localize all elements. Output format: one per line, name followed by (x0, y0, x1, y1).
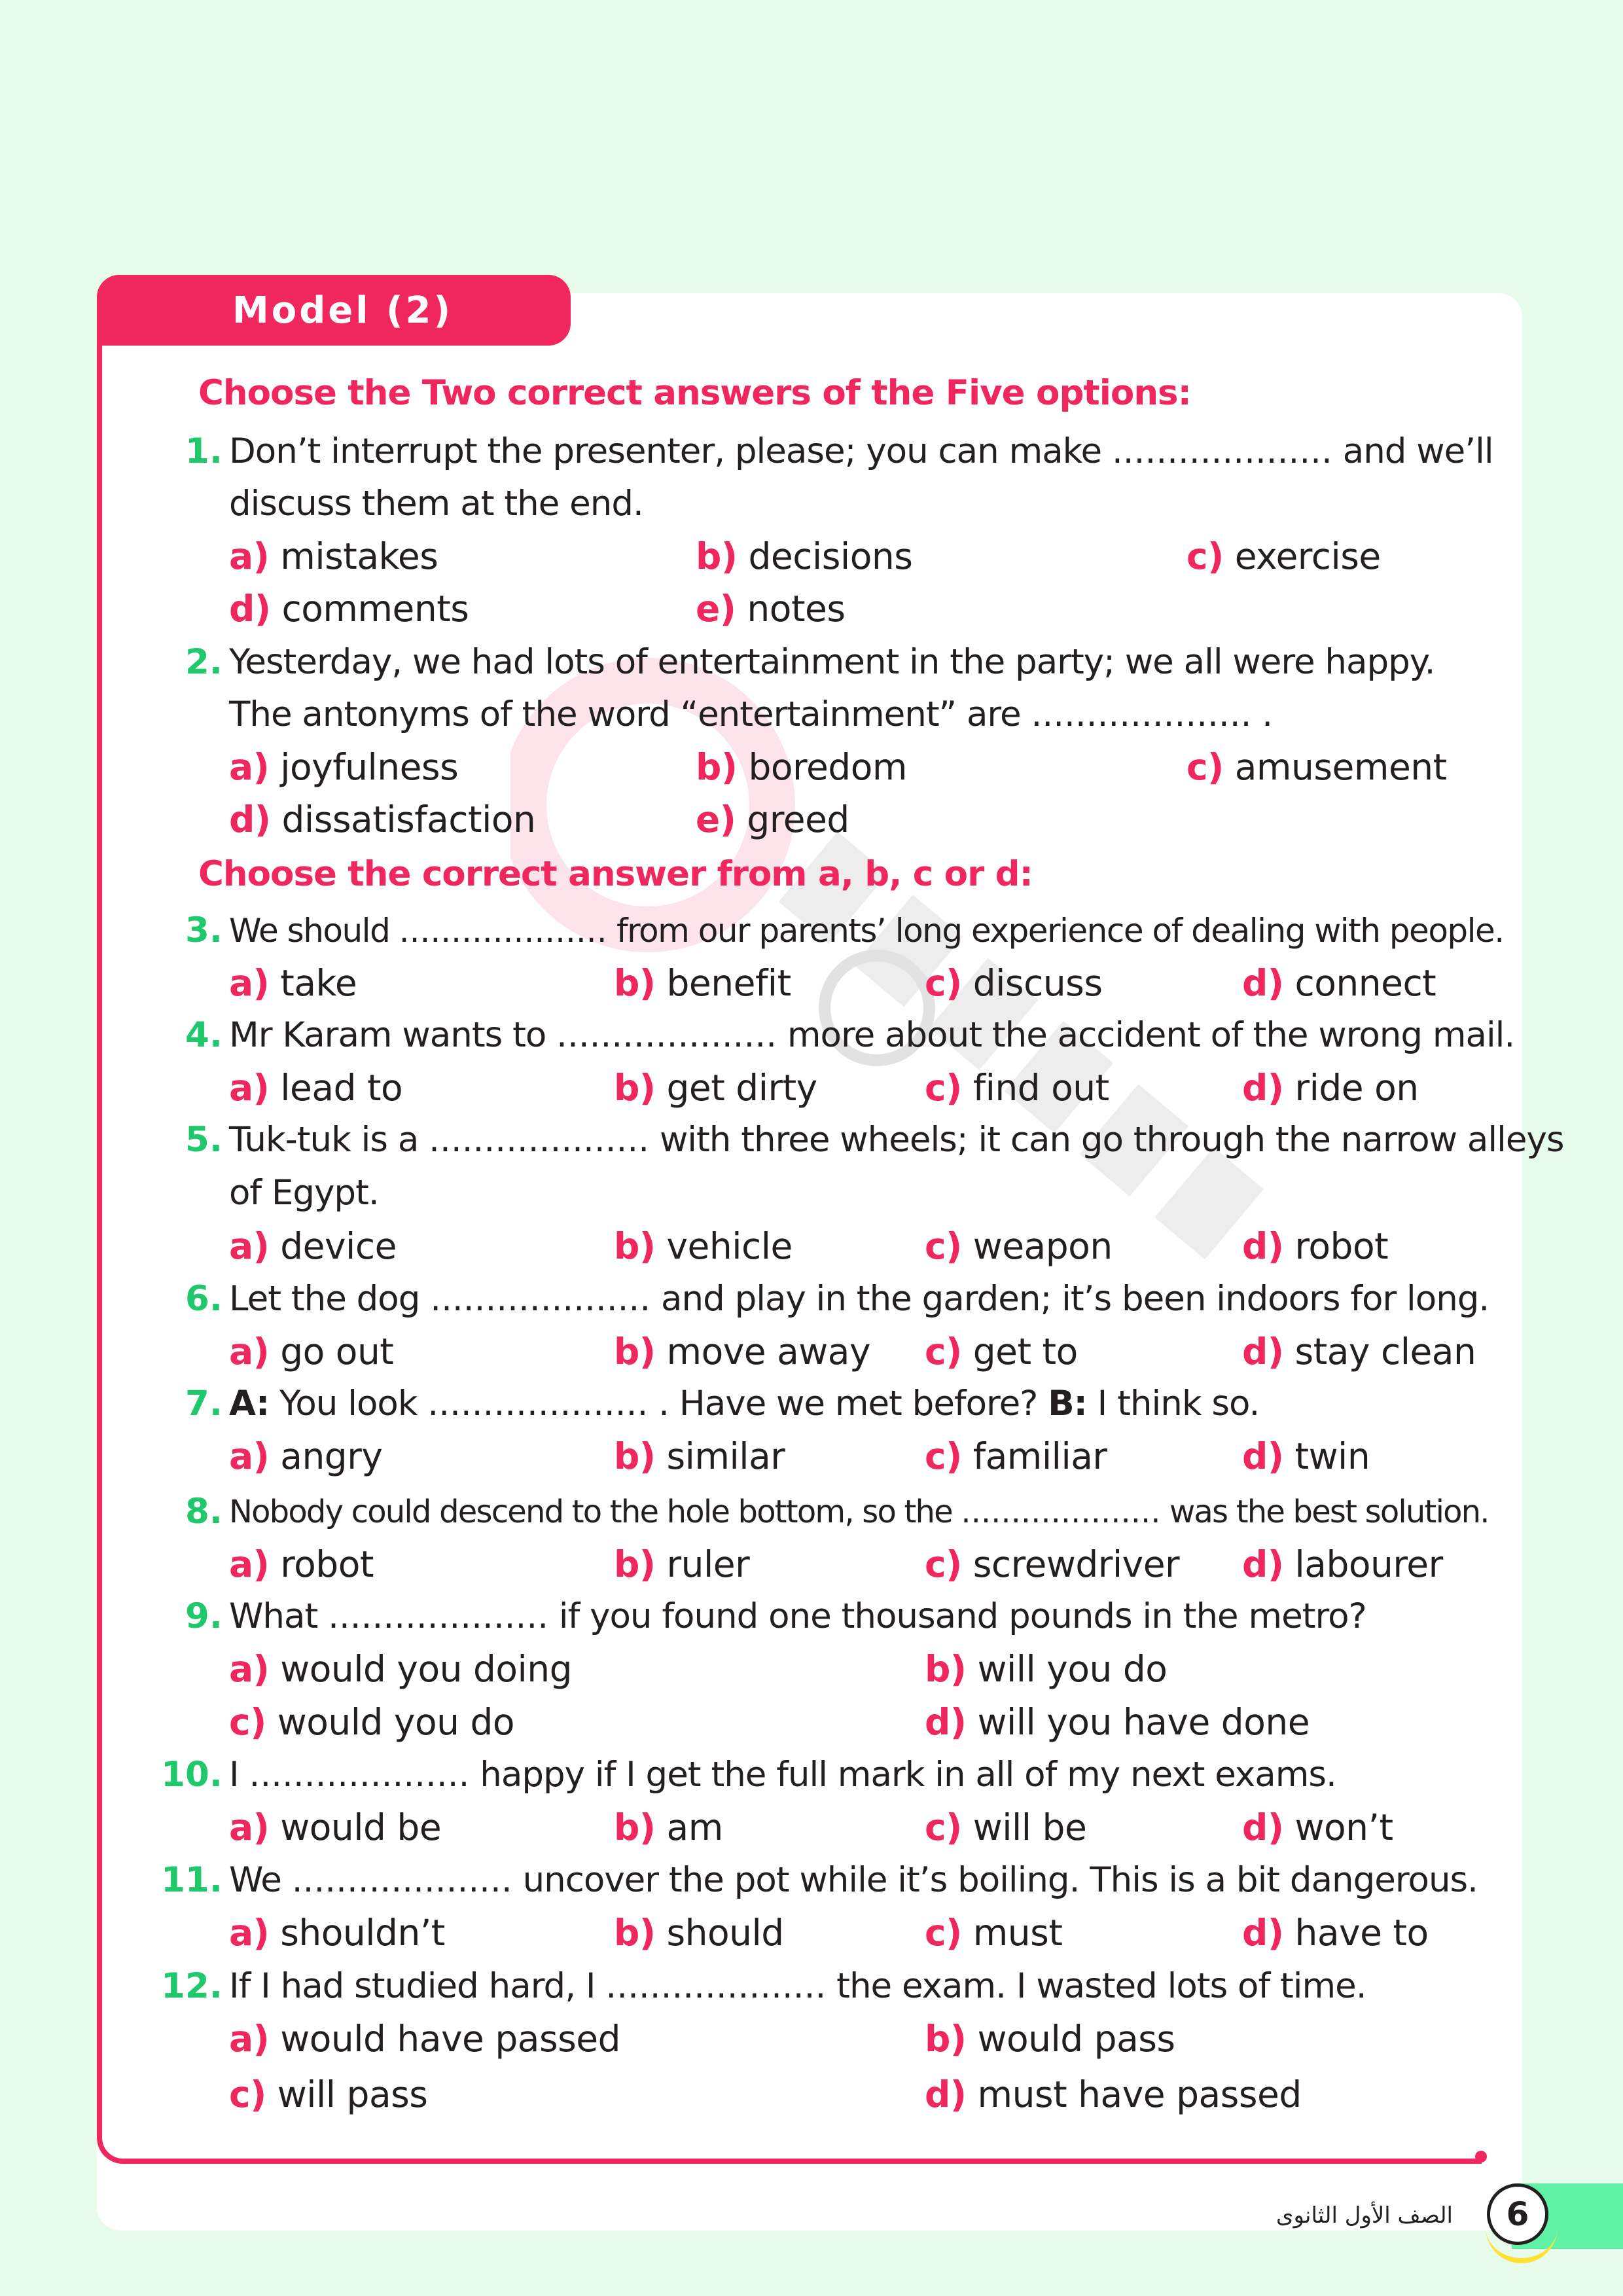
option-c[interactable]: c) will be (925, 1806, 1087, 1848)
question-text: Mr Karam wants to .................... more about the accident of the wrong mail. (229, 1015, 1515, 1055)
option-e[interactable]: e) greed (696, 798, 849, 840)
grade-label: الصف الأول الثانوى (1275, 2202, 1453, 2229)
question-text-continued: The antonyms of the word “entertainment” are .................... . (229, 694, 1273, 734)
answer-blank: .................... (427, 1384, 649, 1424)
option-b[interactable]: b) decisions (696, 535, 913, 577)
option-d[interactable]: d) will you have done (925, 1701, 1310, 1743)
option-a[interactable]: a) would be (229, 1806, 442, 1848)
option-b[interactable]: b) will you do (925, 1648, 1168, 1690)
option-a[interactable]: a) shouldn’t (229, 1912, 445, 1954)
answer-blank: .................... (291, 1860, 512, 1900)
option-d[interactable]: d) twin (1242, 1435, 1370, 1477)
question-text: Nobody could descend to the hole bottom, so the .................... was the best solution. (229, 1494, 1489, 1530)
option-d[interactable]: d) ride on (1242, 1067, 1419, 1109)
option-b[interactable]: b) boredom (696, 746, 907, 788)
option-d[interactable]: d) labourer (1242, 1543, 1443, 1585)
question-text: Yesterday, we had lots of entertainment in the party; we all were happy. (229, 642, 1435, 682)
option-a[interactable]: a) angry (229, 1435, 383, 1477)
question-text: We .................... uncover the pot while it’s boiling. This is a bit dangerous. (229, 1860, 1478, 1900)
option-c[interactable]: c) exercise (1186, 535, 1381, 577)
answer-blank: .................... (1111, 431, 1332, 471)
answer-blank: .................... (399, 912, 607, 950)
option-b[interactable]: b) should (614, 1912, 784, 1954)
option-a[interactable]: a) would you doing (229, 1648, 573, 1690)
option-d[interactable]: d) robot (1242, 1225, 1389, 1267)
model-title: Model (2) (232, 289, 454, 332)
answer-blank: .................... (556, 1015, 777, 1055)
section-title-two-answers: Choose the Two correct answers of the Five options: (198, 373, 1191, 413)
answer-blank: .................... (961, 1494, 1161, 1530)
question-text: What .................... if you found one thousand pounds in the metro? (229, 1596, 1366, 1636)
question-text: If I had studied hard, I .................... the exam. I wasted lots of time. (229, 1966, 1366, 2006)
option-a[interactable]: a) device (229, 1225, 397, 1267)
option-b[interactable]: b) benefit (614, 962, 791, 1004)
option-b[interactable]: b) vehicle (614, 1225, 793, 1267)
question-number: 6. (185, 1279, 223, 1319)
question-text-continued: of Egypt. (229, 1173, 379, 1213)
question-text: Let the dog .................... and play in the garden; it’s been indoors for long. (229, 1279, 1489, 1319)
question-number: 1. (185, 431, 223, 471)
answer-blank: .................... (605, 1966, 827, 2006)
option-b[interactable]: b) get dirty (614, 1067, 817, 1109)
option-c[interactable]: c) will pass (229, 2073, 428, 2115)
option-d[interactable]: d) connect (1242, 962, 1436, 1004)
answer-blank: .................... (328, 1596, 549, 1636)
option-c[interactable]: c) familiar (925, 1435, 1107, 1477)
question-number: 2. (185, 642, 223, 682)
option-e[interactable]: e) notes (696, 588, 846, 630)
question-number: 8. (185, 1492, 223, 1532)
answer-blank: .................... (1031, 694, 1252, 734)
option-d[interactable]: d) comments (229, 588, 469, 630)
page-number: 6 (1487, 2183, 1548, 2245)
option-c[interactable]: c) must (925, 1912, 1063, 1954)
option-a[interactable]: a) take (229, 962, 357, 1004)
question-number: 12. (161, 1966, 223, 2006)
option-d[interactable]: d) have to (1242, 1912, 1429, 1954)
question-number: 5. (185, 1120, 223, 1160)
option-a[interactable]: a) mistakes (229, 535, 438, 577)
option-a[interactable]: a) would have passed (229, 2018, 621, 2060)
option-a[interactable]: a) lead to (229, 1067, 403, 1109)
question-number: 10. (161, 1755, 223, 1795)
question-text: I .................... happy if I get the full mark in all of my next exams. (229, 1755, 1336, 1795)
option-d[interactable]: d) won’t (1242, 1806, 1393, 1848)
frame-end-dot (1475, 2151, 1487, 2162)
question-number: 11. (161, 1860, 223, 1900)
question-text: Tuk-tuk is a .................... with three wheels; it can go through the narrow alleys (229, 1120, 1564, 1160)
option-c[interactable]: c) find out (925, 1067, 1109, 1109)
option-a[interactable]: a) robot (229, 1543, 374, 1585)
question-number: 4. (185, 1015, 223, 1055)
option-d[interactable]: d) must have passed (925, 2073, 1302, 2115)
answer-blank: .................... (429, 1120, 650, 1160)
question-text: A: You look .................... . Have we met before? B: I think so. (229, 1384, 1260, 1424)
option-a[interactable]: a) joyfulness (229, 746, 459, 788)
answer-blank: .................... (430, 1279, 651, 1319)
option-c[interactable]: c) discuss (925, 962, 1103, 1004)
option-b[interactable]: b) similar (614, 1435, 785, 1477)
answer-blank: .................... (249, 1755, 470, 1795)
option-c[interactable]: c) get to (925, 1331, 1078, 1372)
option-b[interactable]: b) ruler (614, 1543, 750, 1585)
option-c[interactable]: c) screwdriver (925, 1543, 1180, 1585)
question-text-continued: discuss them at the end. (229, 484, 643, 524)
option-b[interactable]: b) am (614, 1806, 723, 1848)
option-b[interactable]: b) would pass (925, 2018, 1175, 2060)
section-title-one-answer: Choose the correct answer from a, b, c or d: (198, 854, 1033, 894)
question-number: 3. (185, 910, 223, 950)
option-c[interactable]: c) weapon (925, 1225, 1113, 1267)
option-b[interactable]: b) move away (614, 1331, 871, 1372)
option-a[interactable]: a) go out (229, 1331, 394, 1372)
question-text: We should .................... from our parents’ long experience of dealing with people. (229, 912, 1504, 950)
option-d[interactable]: d) dissatisfaction (229, 798, 536, 840)
question-text: Don’t interrupt the presenter, please; you can make .................... and we’ll (229, 431, 1493, 471)
question-number: 7. (185, 1384, 223, 1424)
option-d[interactable]: d) stay clean (1242, 1331, 1476, 1372)
question-number: 9. (185, 1596, 223, 1636)
option-c[interactable]: c) amusement (1186, 746, 1447, 788)
option-c[interactable]: c) would you do (229, 1701, 515, 1743)
